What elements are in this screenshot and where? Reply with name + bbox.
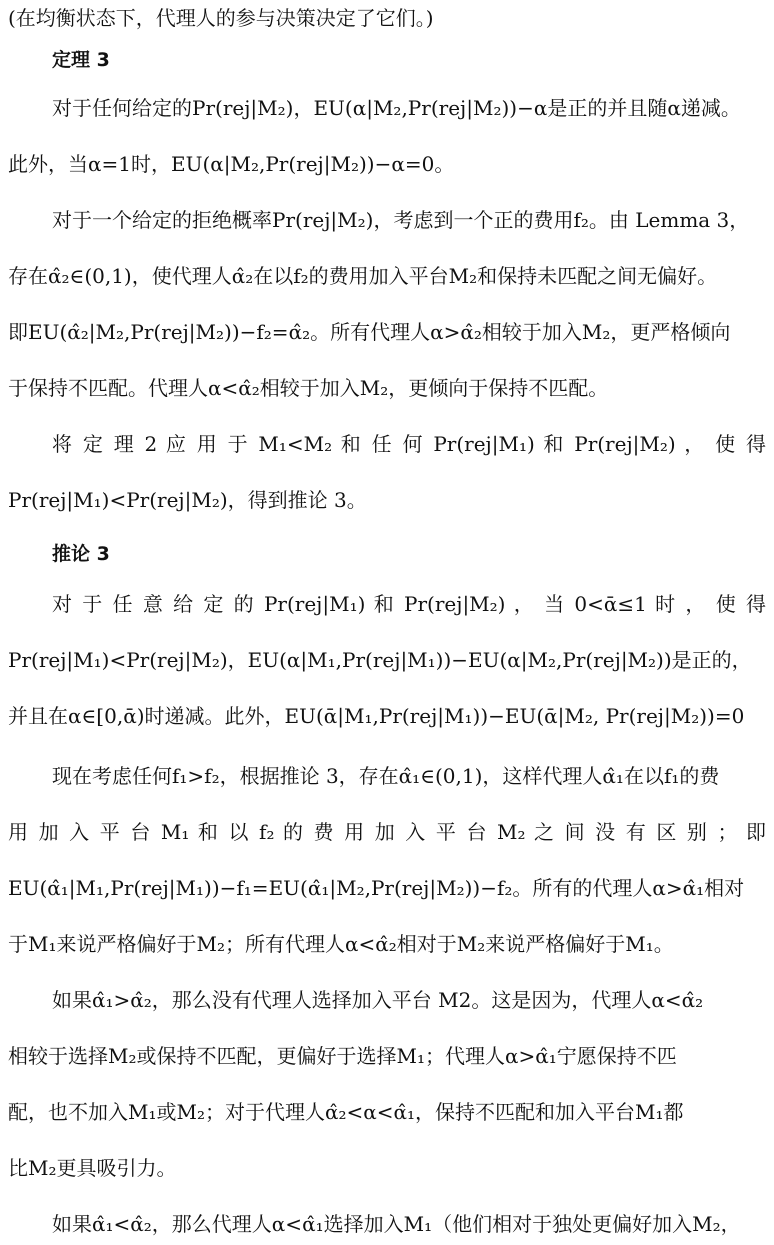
paragraph-4-line-3: 配，也不加入M₁或M₂；对于代理人α̂₂<α<α̂₁，保持不匹配和加入平台M₁都 <box>8 1100 684 1124</box>
paragraph-3-line-2: 用 加 入 平 台 M₁ 和 以 f₂ 的 费 用 加 入 平 台 M₂ 之 间 没 有 区 别 ； 即 <box>8 820 766 844</box>
paragraph-4-line-4: 比M₂更具吸引力。 <box>8 1156 177 1180</box>
corollary-3-line-1: 对 于 任 意 给 定 的 Pr(rej|M₁) 和 Pr(rej|M₂) ， 当 0<ᾱ≤1 时 ， 使 得 <box>52 592 766 616</box>
paragraph-4-line-2: 相较于选择M₂或保持不匹配，更偏好于选择M₁；代理人α>α̂₁宁愿保持不匹 <box>8 1044 677 1068</box>
corollary-3-line-2: Pr(rej|M₁)<Pr(rej|M₂)，EU(α|M₁,Pr(rej|M₁))−EU(α|M₂,Pr(rej|M₂))是正的， <box>8 648 752 672</box>
paragraph-3-line-1: 现在考虑任何f₁>f₂，根据推论 3，存在α̂₁∈(0,1)，这样代理人α̂₁在以f₁的费 <box>52 764 720 788</box>
paragraph-2-line-2: Pr(rej|M₁)<Pr(rej|M₂)，得到推论 3。 <box>8 488 367 512</box>
paragraph-1-line-4: 于保持不匹配。代理人α<α̂₂相较于加入M₂，更倾向于保持不匹配。 <box>8 376 609 400</box>
theorem-3-heading: 定理 3 <box>52 49 110 71</box>
paragraph-3-line-4: 于M₁来说严格偏好于M₂；所有代理人α<α̂₂相对于M₂来说严格偏好于M₁。 <box>8 932 674 956</box>
paragraph-4-line-1: 如果α̂₁>α̂₂，那么没有代理人选择加入平台 M2。这是因为，代理人α<α̂₂ <box>52 988 704 1012</box>
corollary-3-heading: 推论 3 <box>52 543 110 565</box>
paragraph-2-line-1: 将 定 理 2 应 用 于 M₁<M₂ 和 任 何 Pr(rej|M₁) 和 Pr(rej|M₂) ， 使 得 <box>52 432 766 456</box>
corollary-3-line-3: 并且在α∈[0,ᾱ)时递减。此外，EU(ᾱ|M₁,Pr(rej|M₁))−EU(ᾱ|M₂, Pr(rej|M₂))=0 <box>8 704 745 728</box>
paragraph-1-line-2: 存在α̂₂∈(0,1)，使代理人α̂₂在以f₂的费用加入平台M₂和保持未匹配之间无偏好。 <box>8 264 718 288</box>
paragraph-3-line-3: EU(α̂₁|M₁,Pr(rej|M₁))−f₁=EU(α̂₁|M₂,Pr(rej|M₂))−f₂。所有的代理人α>α̂₁相对 <box>8 876 745 900</box>
theorem-3-line-2: 此外，当α=1时，EU(α|M₂,Pr(rej|M₂))−α=0。 <box>8 152 455 176</box>
paragraph-1-line-1: 对于一个给定的拒绝概率Pr(rej|M₂)，考虑到一个正的费用f₂。由 Lemma 3， <box>52 208 750 232</box>
theorem-3-line-1: 对于任何给定的Pr(rej|M₂)，EU(α|M₂,Pr(rej|M₂))−α是正的并且随α递减。 <box>52 96 741 120</box>
text-line-intro: (在均衡状态下，代理人的参与决策决定了它们。) <box>8 6 434 30</box>
paragraph-1-line-3: 即EU(α̂₂|M₂,Pr(rej|M₂))−f₂=α̂₂。所有代理人α>α̂₂相较于加入M₂，更严格倾向 <box>8 320 731 344</box>
paragraph-5-line-1: 如果α̂₁<α̂₂，那么代理人α<α̂₁选择加入M₁（他们相对于独处更偏好加入M₂， <box>52 1212 741 1236</box>
